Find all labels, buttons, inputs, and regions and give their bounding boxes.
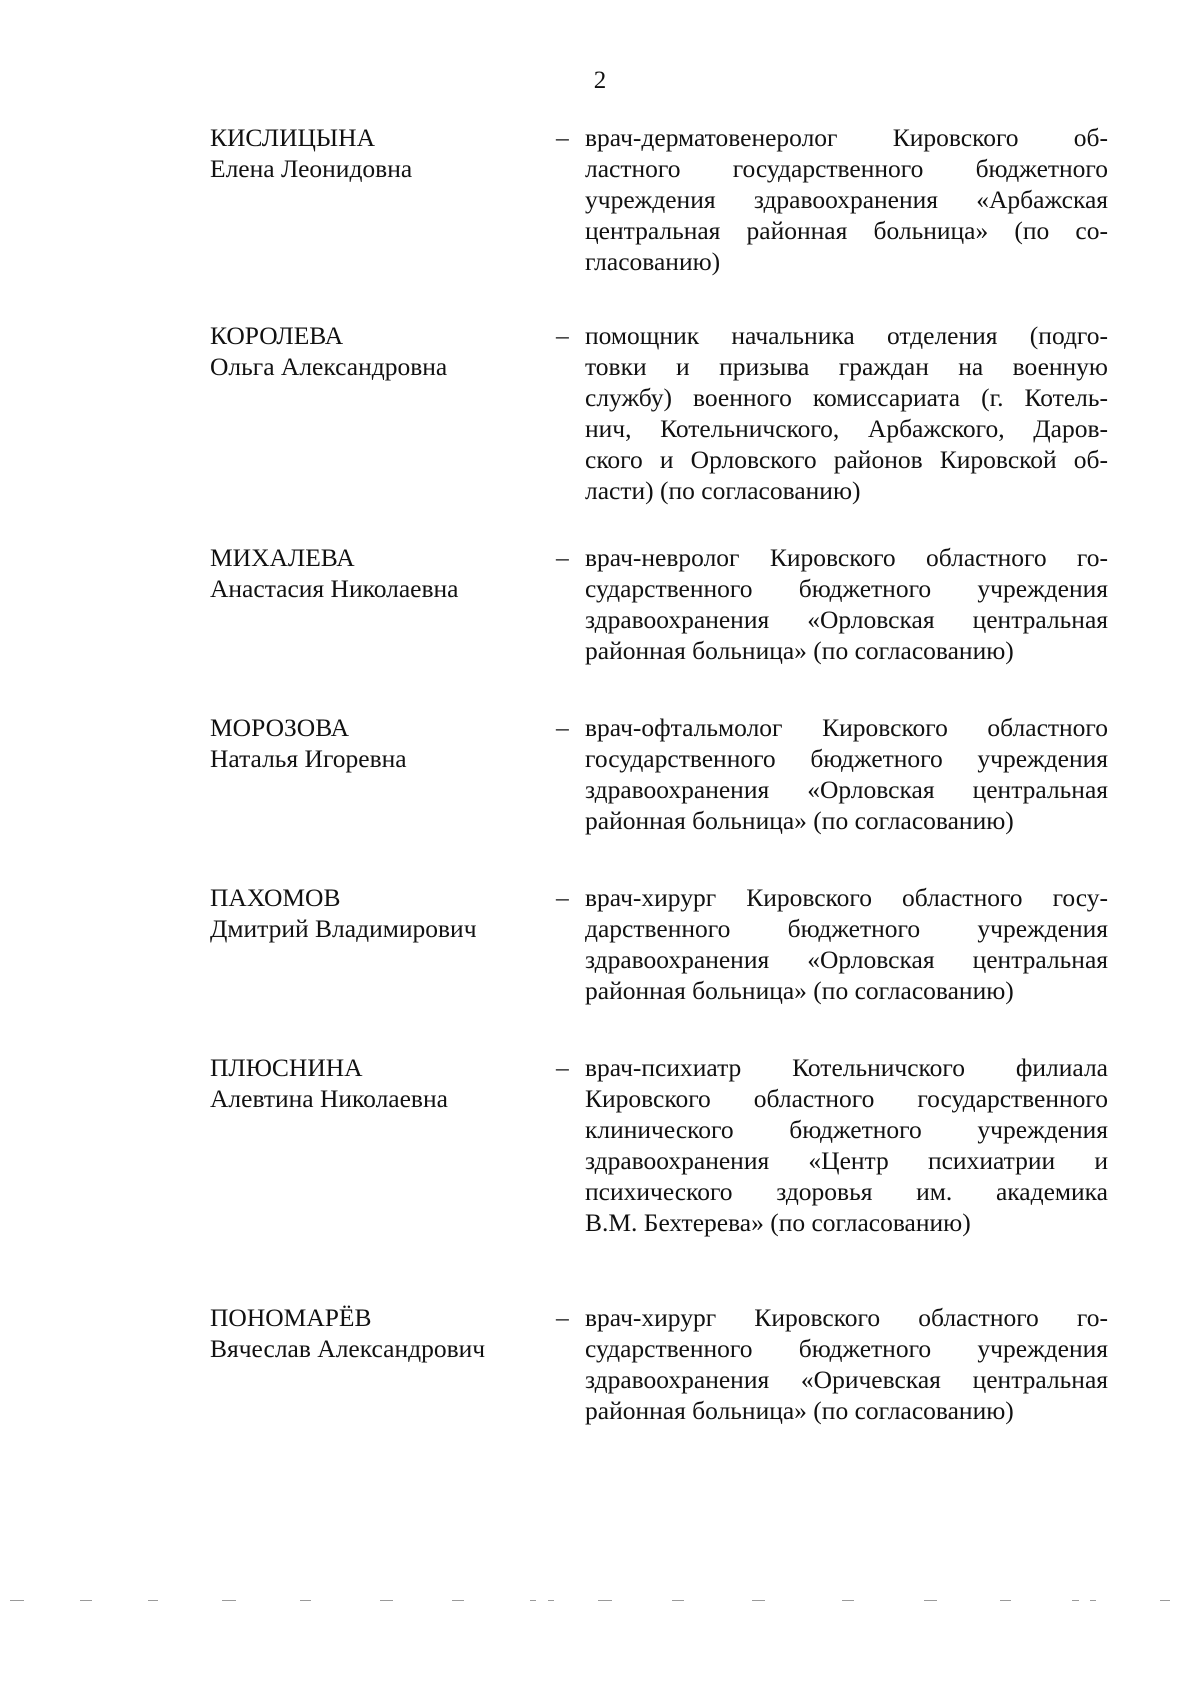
position-line: здравоохранения «Центр психиатрии и — [585, 1146, 1108, 1175]
person-name — [210, 320, 540, 382]
position-line: сударственного бюджетного учреждения — [585, 574, 1108, 603]
dash: – — [556, 543, 569, 572]
position-line: центральная районная больница» (по со- — [585, 216, 1108, 245]
person-name — [210, 712, 540, 774]
position-line: районная больница» (по согласованию) — [585, 806, 1014, 835]
position-line: врач-дерматовенеролог Кировского об- — [585, 123, 1108, 152]
dash: – — [556, 1053, 569, 1082]
position-line: районная больница» (по согласованию) — [585, 976, 1014, 1005]
position-line: ластного государственного бюджетного — [585, 154, 1108, 183]
position-line: врач-офтальмолог Кировского областного — [585, 713, 1108, 742]
position-description — [585, 882, 1108, 1006]
person-name — [210, 122, 540, 184]
person-name — [210, 1052, 540, 1114]
dash: – — [556, 123, 569, 152]
position-line: ласти) (по согласованию) — [585, 476, 861, 505]
person-name — [210, 542, 540, 604]
given-names: Вячеслав Александрович — [210, 1334, 486, 1363]
position-line: гласованию) — [585, 247, 721, 276]
position-line: нич, Котельничского, Арбажского, Даров- — [585, 414, 1108, 443]
position-line: помощник начальника отделения (подго- — [585, 321, 1108, 350]
position-description — [585, 320, 1108, 506]
position-line: районная больница» (по согласованию) — [585, 1396, 1014, 1425]
position-line: врач-психиатр Котельничского филиала — [585, 1053, 1108, 1082]
surname: КОРОЛЕВА — [210, 321, 344, 350]
position-line: учреждения здравоохранения «Арбажская — [585, 185, 1108, 214]
position-line: врач-хирург Кировского областного го- — [585, 1303, 1108, 1332]
surname: КИСЛИЦЫНА — [210, 123, 375, 152]
given-names: Елена Леонидовна — [210, 154, 413, 183]
dash: – — [556, 713, 569, 742]
surname: МОРОЗОВА — [210, 713, 350, 742]
position-line: государственного бюджетного учреждения — [585, 744, 1108, 773]
position-line: В.М. Бехтерева» (по согласованию) — [585, 1208, 971, 1237]
position-line: врач-невролог Кировского областного го- — [585, 543, 1108, 572]
position-line: здравоохранения «Орловская центральная — [585, 945, 1108, 974]
position-line: ского и Орловского районов Кировской об- — [585, 445, 1108, 474]
given-names: Наталья Игоревна — [210, 744, 407, 773]
position-line: клинического бюджетного учреждения — [585, 1115, 1108, 1144]
page-number: 2 — [593, 67, 607, 94]
position-line: товки и призыва граждан на военную — [585, 352, 1108, 381]
dash: – — [556, 321, 569, 350]
position-line: службу) военного комиссариата (г. Котель- — [585, 383, 1108, 412]
position-line: здравоохранения «Орловская центральная — [585, 605, 1108, 634]
position-line: дарственного бюджетного учреждения — [585, 914, 1108, 943]
position-description — [585, 122, 1108, 277]
position-line: здравоохранения «Орловская центральная — [585, 775, 1108, 804]
dash: – — [556, 883, 569, 912]
position-line: районная больница» (по согласованию) — [585, 636, 1014, 665]
position-line: сударственного бюджетного учреждения — [585, 1334, 1108, 1363]
surname: МИХАЛЕВА — [210, 543, 355, 572]
surname: ПОНОМАРЁВ — [210, 1303, 372, 1332]
position-line: психического здоровья им. академика — [585, 1177, 1108, 1206]
given-names: Анастасия Николаевна — [210, 574, 459, 603]
given-names: Дмитрий Владимирович — [210, 914, 477, 943]
position-line: Кировского областного государственного — [585, 1084, 1108, 1113]
given-names: Ольга Александровна — [210, 352, 448, 381]
position-line: здравоохранения «Оричевская центральная — [585, 1365, 1108, 1394]
position-description — [585, 542, 1108, 666]
person-name — [210, 882, 540, 944]
given-names: Алевтина Николаевна — [210, 1084, 448, 1113]
position-description — [585, 1052, 1108, 1238]
position-description — [585, 712, 1108, 836]
surname: ПАХОМОВ — [210, 883, 341, 912]
scan-artifact-line — [0, 1600, 1200, 1604]
position-description — [585, 1302, 1108, 1426]
surname: ПЛЮСНИНА — [210, 1053, 363, 1082]
person-name — [210, 1302, 540, 1364]
position-line: врач-хирург Кировского областного госу- — [585, 883, 1108, 912]
dash: – — [556, 1303, 569, 1332]
